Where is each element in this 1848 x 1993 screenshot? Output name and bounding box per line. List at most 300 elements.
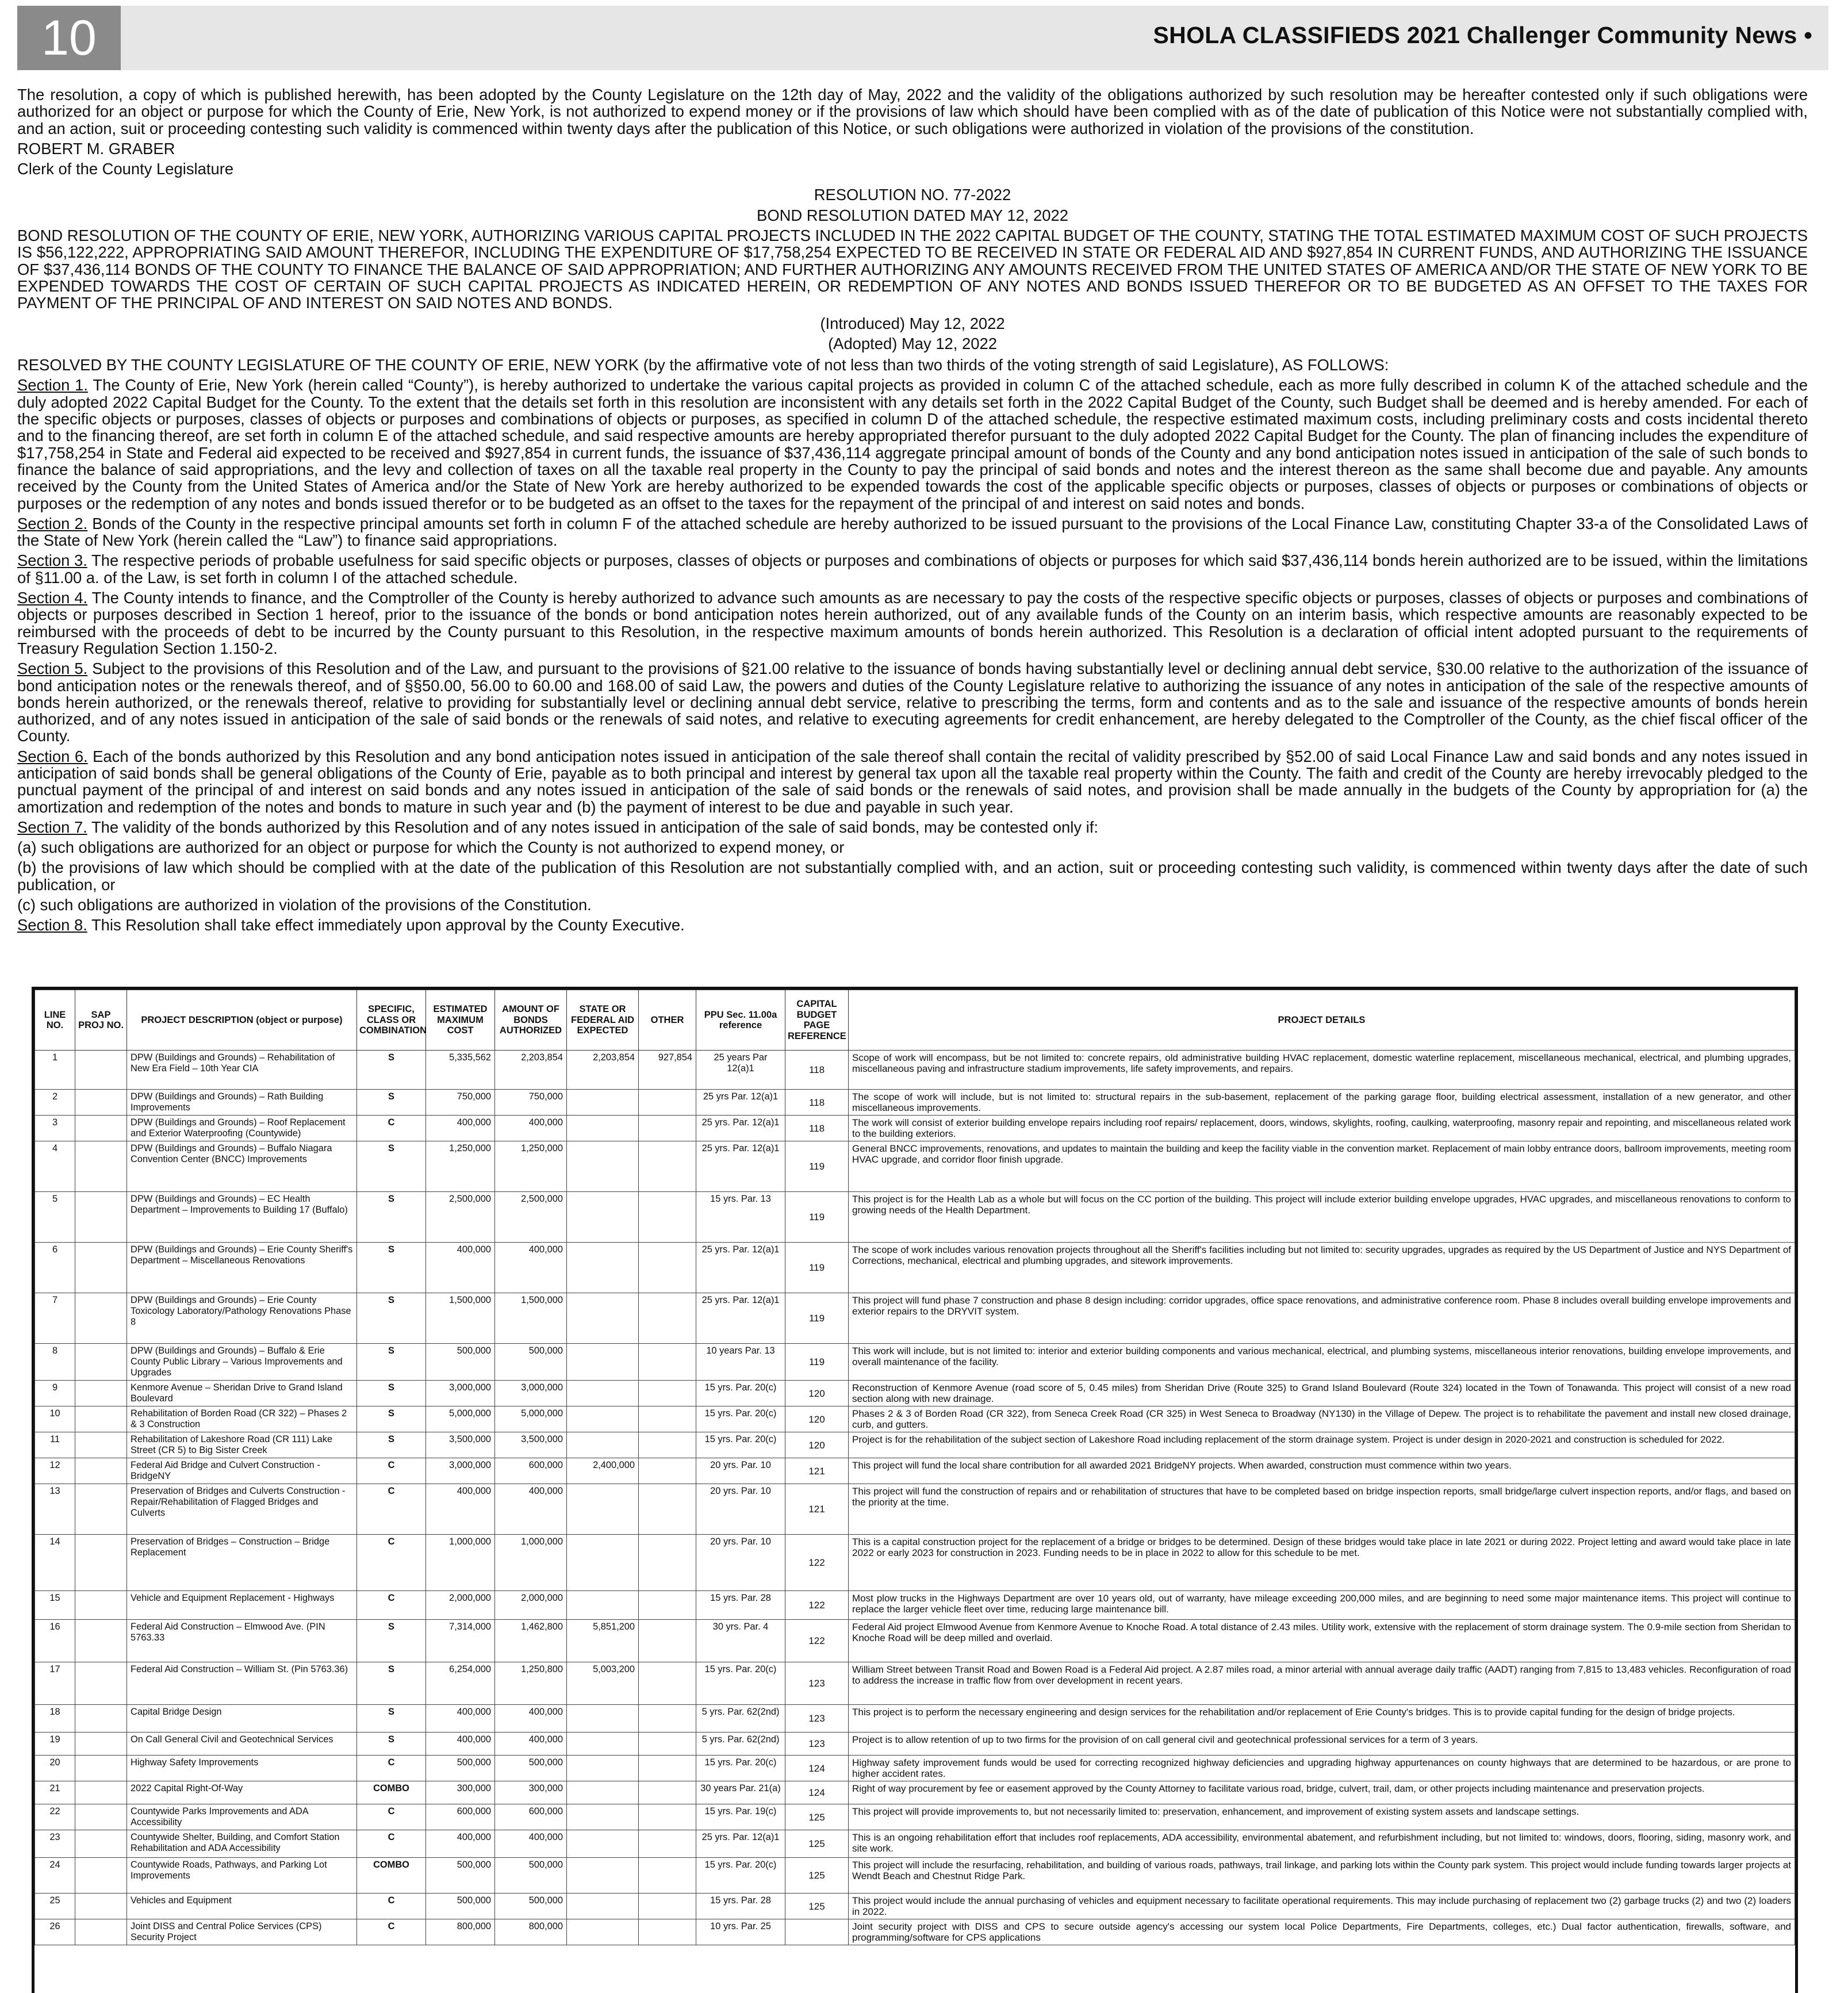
cell-bonds: 400,000 bbox=[495, 1830, 567, 1858]
section-label: Section 6. bbox=[17, 747, 88, 765]
table-row bbox=[35, 1830, 1795, 1858]
cell-ppu: 15 yrs. Par. 20(c) bbox=[696, 1406, 785, 1432]
cell-type: C bbox=[357, 1830, 426, 1858]
cell-cost: 400,000 bbox=[426, 1705, 495, 1733]
cell-description: Countywide Shelter, Building, and Comfort Station Rehabilitation and ADA Accessibility bbox=[127, 1830, 357, 1858]
cell-description: DPW (Buildings and Grounds) – Erie County Sheriff's Department – Miscellaneous Renovations bbox=[127, 1243, 357, 1293]
cell-other bbox=[639, 1858, 696, 1894]
cell-ppu: 5 yrs. Par. 62(2nd) bbox=[696, 1705, 785, 1733]
cell-page: 125 bbox=[785, 1894, 849, 1919]
cell-type: C bbox=[357, 1894, 426, 1919]
schedule-table-frame bbox=[32, 987, 1798, 1993]
cell-details: Most plow trucks in the Highways Department are over 10 years old, out of warranty, have mileage exceeding 200,000 miles, and are beginning to need some major maintenance items. This project will continue to replace the larger vehicle fleet over time, reducing large maintenance bill. bbox=[849, 1591, 1795, 1620]
cell-line: 10 bbox=[35, 1406, 75, 1432]
table-row bbox=[35, 1090, 1795, 1116]
schedule-body bbox=[35, 1051, 1795, 1945]
page-number: 10 bbox=[17, 6, 121, 70]
cell-line: 19 bbox=[35, 1733, 75, 1756]
cell-sap bbox=[75, 1192, 127, 1243]
cell-page: 124 bbox=[785, 1781, 849, 1804]
cell-other bbox=[639, 1830, 696, 1858]
cell-type: C bbox=[357, 1458, 426, 1484]
cell-details: This is a capital construction project for the replacement of a bridge or bridges to be determined. Design of these bridges would take place in late 2021 or during 2022. Project letting and award would take place in late 2022 or early 2023 for construction in 2023. Funding needs to be in place in 2022 to allow for this schedule to be met. bbox=[849, 1535, 1795, 1591]
cell-aid bbox=[567, 1733, 639, 1756]
cell-bonds: 300,000 bbox=[495, 1781, 567, 1804]
cell-details: The work will consist of exterior building envelope repairs including roof repairs/ replacement, doors, windows, skylights, roofing, caulking, waterproofing, masonry repair and repointing, and miscellaneous related work to the building exteriors. bbox=[849, 1116, 1795, 1141]
section-label: Section 1. bbox=[17, 376, 89, 394]
table-row bbox=[35, 1484, 1795, 1535]
table-row bbox=[35, 1406, 1795, 1432]
cell-bonds: 600,000 bbox=[495, 1804, 567, 1830]
cell-type: S bbox=[357, 1344, 426, 1381]
cell-other bbox=[639, 1781, 696, 1804]
cell-other bbox=[639, 1458, 696, 1484]
cell-line: 24 bbox=[35, 1858, 75, 1894]
cell-type: S bbox=[357, 1192, 426, 1243]
cell-details: Phases 2 & 3 of Borden Road (CR 322), from Seneca Creek Road (CR 325) in West Seneca to Broadway (NY130) in the Village of Depew. The project is to rehabilitate the pavement and install new closed drainage, curb, and gutters. bbox=[849, 1406, 1795, 1432]
table-row bbox=[35, 1781, 1795, 1804]
article-body bbox=[17, 86, 1808, 937]
cell-bonds: 800,000 bbox=[495, 1919, 567, 1945]
cell-cost: 6,254,000 bbox=[426, 1662, 495, 1705]
cell-other bbox=[639, 1705, 696, 1733]
section-7-item-a: (a) such obligations are authorized for an object or purpose for which the County is not authorized to expend money, or bbox=[17, 838, 845, 857]
cell-other bbox=[639, 1192, 696, 1243]
cell-type: C bbox=[357, 1756, 426, 1781]
cell-aid: 5,003,200 bbox=[567, 1662, 639, 1705]
cell-line: 9 bbox=[35, 1381, 75, 1406]
cell-page: 125 bbox=[785, 1804, 849, 1830]
cell-bonds: 400,000 bbox=[495, 1243, 567, 1293]
cell-ppu: 30 years Par. 21(a) bbox=[696, 1781, 785, 1804]
section-6 bbox=[17, 748, 1808, 815]
cell-description: DPW (Buildings and Grounds) – Buffalo Niagara Convention Center (BNCC) Improvements bbox=[127, 1141, 357, 1192]
cell-type: S bbox=[357, 1051, 426, 1090]
cell-sap bbox=[75, 1804, 127, 1830]
cell-other bbox=[639, 1141, 696, 1192]
table-row bbox=[35, 1192, 1795, 1243]
col-header-type: SPECIFIC, CLASS OR COMBINATION bbox=[357, 990, 426, 1051]
table-row bbox=[35, 1141, 1795, 1192]
cell-other bbox=[639, 1894, 696, 1919]
cell-line: 25 bbox=[35, 1894, 75, 1919]
schedule-table bbox=[34, 990, 1795, 1945]
cell-line: 1 bbox=[35, 1051, 75, 1090]
cell-cost: 500,000 bbox=[426, 1858, 495, 1894]
cell-ppu: 10 years Par. 13 bbox=[696, 1344, 785, 1381]
cell-page: 119 bbox=[785, 1344, 849, 1381]
cell-type: S bbox=[357, 1620, 426, 1662]
cell-description: Preservation of Bridges and Culverts Construction - Repair/Rehabilitation of Flagged Bridges and Culverts bbox=[127, 1484, 357, 1535]
cell-line: 3 bbox=[35, 1116, 75, 1141]
cell-bonds: 400,000 bbox=[495, 1116, 567, 1141]
cell-ppu: 25 yrs. Par. 12(a)1 bbox=[696, 1293, 785, 1344]
cell-line: 14 bbox=[35, 1535, 75, 1591]
cell-description: DPW (Buildings and Grounds) – Rath Building Improvements bbox=[127, 1090, 357, 1116]
cell-page: 119 bbox=[785, 1293, 849, 1344]
cell-details: This project will fund phase 7 construction and phase 8 design including: corridor upgrades, office space renovations, and administrative conference room. Phase 8 includes overall building envelope improvements and exterior repairs to the DRYVIT system. bbox=[849, 1293, 1795, 1344]
cell-type: C bbox=[357, 1919, 426, 1945]
section-1 bbox=[17, 377, 1808, 511]
cell-page: 122 bbox=[785, 1535, 849, 1591]
cell-ppu: 30 yrs. Par. 4 bbox=[696, 1620, 785, 1662]
cell-sap bbox=[75, 1858, 127, 1894]
cell-cost: 3,000,000 bbox=[426, 1381, 495, 1406]
cell-ppu: 15 yrs. Par. 19(c) bbox=[696, 1804, 785, 1830]
table-row bbox=[35, 1858, 1795, 1894]
cell-ppu: 10 yrs. Par. 25 bbox=[696, 1919, 785, 1945]
section-7-item-c: (c) such obligations are authorized in violation of the provisions of the Constitution. bbox=[17, 896, 592, 914]
cell-sap bbox=[75, 1535, 127, 1591]
col-header-cost: ESTIMATED MAXIMUM COST bbox=[426, 990, 495, 1051]
cell-cost: 400,000 bbox=[426, 1733, 495, 1756]
cell-bonds: 500,000 bbox=[495, 1894, 567, 1919]
resolution-dated: BOND RESOLUTION DATED MAY 12, 2022 bbox=[757, 206, 1068, 224]
cell-other bbox=[639, 1591, 696, 1620]
section-7-item-b: (b) the provisions of law which should be complied with at the date of the publication of this Resolution are not substantially complied with, and an action, suit or proceeding contesting such validity, is commenced within twenty days after the date of such publication, or bbox=[17, 858, 1808, 894]
cell-description: Capital Bridge Design bbox=[127, 1705, 357, 1733]
cell-details: This project will include the resurfacing, rehabilitation, and building of various roads, pathways, trail linkage, and parking lots within the County park system. This project would include funding towards larger projects at Wendt Beach and Chestnut Ridge Park. bbox=[849, 1858, 1795, 1894]
section-3 bbox=[17, 552, 1808, 586]
cell-description: On Call General Civil and Geotechnical Services bbox=[127, 1733, 357, 1756]
cell-description: Vehicles and Equipment bbox=[127, 1894, 357, 1919]
schedule-header-row bbox=[35, 990, 1795, 1051]
col-header-other: OTHER bbox=[639, 990, 696, 1051]
cell-details: Project is for the rehabilitation of the subject section of Lakeshore Road including replacement of the storm drainage system. Project is under design in 2020-2021 and construction is scheduled for 2022. bbox=[849, 1432, 1795, 1458]
section-label: Section 7. bbox=[17, 818, 87, 836]
cell-details: This work will include, but is not limited to: interior and exterior building components and various mechanical, electrical, and plumbing systems, miscellaneous interior renovations, building envelope improvements, and overall maintenance of the facility. bbox=[849, 1344, 1795, 1381]
cell-cost: 5,000,000 bbox=[426, 1406, 495, 1432]
cell-type: C bbox=[357, 1535, 426, 1591]
cell-bonds: 2,203,854 bbox=[495, 1051, 567, 1090]
cell-aid bbox=[567, 1432, 639, 1458]
cell-aid bbox=[567, 1858, 639, 1894]
cell-type: C bbox=[357, 1484, 426, 1535]
section-text: The validity of the bonds authorized by this Resolution and of any notes issued in anticipation of the sale of said bonds, may be contested only if: bbox=[87, 818, 1098, 836]
cell-bonds: 400,000 bbox=[495, 1733, 567, 1756]
cell-type: COMBO bbox=[357, 1858, 426, 1894]
cell-sap bbox=[75, 1733, 127, 1756]
cell-type: C bbox=[357, 1116, 426, 1141]
cell-bonds: 500,000 bbox=[495, 1756, 567, 1781]
table-row bbox=[35, 1344, 1795, 1381]
cell-details: Federal Aid project Elmwood Avenue from Kenmore Avenue to Knoche Road. A total distance of 2.43 miles. Utility work, extensive with the replacement of storm drainage system. The 0.9-mile section from Sheridan to Knoche Road will be deep milled and overlaid. bbox=[849, 1620, 1795, 1662]
cell-page: 122 bbox=[785, 1620, 849, 1662]
cell-type: S bbox=[357, 1141, 426, 1192]
cell-aid bbox=[567, 1919, 639, 1945]
cell-line: 26 bbox=[35, 1919, 75, 1945]
cell-details: Reconstruction of Kenmore Avenue (road score of 5, 0.45 miles) from Sheridan Drive (Route 325) to Grand Island Boulevard (Route 324) located in the Town of Tonawanda. This project will consist of a new road section along with new drainage. bbox=[849, 1381, 1795, 1406]
table-row bbox=[35, 1116, 1795, 1141]
masthead-title: SHOLA CLASSIFIEDS 2021 Challenger Community News • bbox=[1153, 22, 1812, 48]
cell-bonds: 400,000 bbox=[495, 1484, 567, 1535]
cell-ppu: 15 yrs. Par. 20(c) bbox=[696, 1858, 785, 1894]
cell-sap bbox=[75, 1756, 127, 1781]
col-header-ppu: PPU Sec. 11.00a reference bbox=[696, 990, 785, 1051]
cell-details: The scope of work will include, but is not limited to: structural repairs in the sub-basement, replacement of the parking garage floor, building electrical assessment, installation of a new generator, and other miscellaneous improvements. bbox=[849, 1090, 1795, 1116]
cell-sap bbox=[75, 1141, 127, 1192]
cell-sap bbox=[75, 1344, 127, 1381]
cell-aid: 2,400,000 bbox=[567, 1458, 639, 1484]
cell-details: Right of way procurement by fee or easement approved by the County Attorney to facilitate various road, bridge, culvert, trail, dam, or other projects including maintenance and preservation projects. bbox=[849, 1781, 1795, 1804]
table-row bbox=[35, 1894, 1795, 1919]
cell-bonds: 1,250,000 bbox=[495, 1141, 567, 1192]
cell-cost: 5,335,562 bbox=[426, 1051, 495, 1090]
cell-ppu: 15 yrs. Par. 13 bbox=[696, 1192, 785, 1243]
col-header-bonds: AMOUNT OF BONDS AUTHORIZED bbox=[495, 990, 567, 1051]
cell-page: 119 bbox=[785, 1243, 849, 1293]
cell-cost: 1,250,000 bbox=[426, 1141, 495, 1192]
col-header-line: LINE NO. bbox=[35, 990, 75, 1051]
cell-other bbox=[639, 1116, 696, 1141]
cell-bonds: 1,462,800 bbox=[495, 1620, 567, 1662]
cell-type: C bbox=[357, 1591, 426, 1620]
col-header-page: CAPITAL BUDGET PAGE REFERENCE bbox=[785, 990, 849, 1051]
table-row bbox=[35, 1293, 1795, 1344]
cell-page bbox=[785, 1919, 849, 1945]
cell-aid bbox=[567, 1406, 639, 1432]
cell-page: 118 bbox=[785, 1116, 849, 1141]
cell-description: Vehicle and Equipment Replacement - Highways bbox=[127, 1591, 357, 1620]
cell-page: 125 bbox=[785, 1858, 849, 1894]
section-text: Bonds of the County in the respective principal amounts set forth in column F of the attached schedule are hereby authorized to be issued pursuant to the provisions of the Local Finance Law, constituting Chapter 33-a of the Consolidated Laws of the State of New York (herein called the “Law”) to finance said appropriations. bbox=[17, 514, 1808, 550]
cell-ppu: 25 yrs. Par. 12(a)1 bbox=[696, 1243, 785, 1293]
cell-page: 119 bbox=[785, 1141, 849, 1192]
cell-sap bbox=[75, 1458, 127, 1484]
col-header-description: PROJECT DESCRIPTION (object or purpose) bbox=[127, 990, 357, 1051]
introduced-date: (Introduced) May 12, 2022 bbox=[820, 314, 1005, 332]
section-label: Section 4. bbox=[17, 589, 88, 607]
cell-line: 6 bbox=[35, 1243, 75, 1293]
cell-ppu: 5 yrs. Par. 62(2nd) bbox=[696, 1733, 785, 1756]
cell-bonds: 500,000 bbox=[495, 1858, 567, 1894]
cell-type: C bbox=[357, 1804, 426, 1830]
cell-description: DPW (Buildings and Grounds) – Erie County Toxicology Laboratory/Pathology Renovations Phase 8 bbox=[127, 1293, 357, 1344]
section-text: The County of Erie, New York (herein called “County”), is hereby authorized to undertake the various capital projects as provided in column C of the attached schedule, each as more fully described in column K of the attached schedule and the duly adopted 2022 Capital Budget for the County. To the extent that the details set forth in this resolution are inconsistent with any details set forth in the 2022 Capital Budget of the County, such Budget shall be deemed and is hereby amended. For each of the specific objects or purposes, classes of objects or purposes and combinations of objects or purposes, as specified in column D of the attached schedule, the respective estimated maximum costs, including preliminary costs and costs incidental thereto and to the financing thereof, are set forth in column E of the attached schedule, and said respective amounts are hereby appropriated therefor pursuant to the duly adopted 2022 Capital Budget for the County. The plan of financing includes the expenditure of $17,758,254 in State and Federal aid expected to be received and $927,854 in current funds, the issuance of $37,436,114 aggregate principal amount of bonds of the County and any bond anticipation notes issued in anticipation of the sale of such bonds to finance the balance of said appropriations, and the levy and collection of taxes on all the taxable real property in the County to pay the principal of said bonds and notes and the interest thereon as the same shall become due and payable. Any amounts received by the County from the United States of America and/or the State of New York are hereby authorized to be expended towards the cost of the applicable specific objects or purposes, classes of objects or purposes or combinations of objects or purposes or the redemption of any notes and bonds issued therefor or to be budgeted as an offset to the taxes for the repayment of the principal of and interest on said notes and bonds. bbox=[17, 376, 1808, 512]
cell-description: DPW (Buildings and Grounds) – Rehabilitation of New Era Field – 10th Year CIA bbox=[127, 1051, 357, 1090]
cell-cost: 800,000 bbox=[426, 1919, 495, 1945]
cell-ppu: 15 yrs. Par. 20(c) bbox=[696, 1432, 785, 1458]
cell-sap bbox=[75, 1090, 127, 1116]
cell-bonds: 3,000,000 bbox=[495, 1381, 567, 1406]
col-header-aid: STATE OR FEDERAL AID EXPECTED bbox=[567, 990, 639, 1051]
cell-line: 7 bbox=[35, 1293, 75, 1344]
cell-aid bbox=[567, 1381, 639, 1406]
cell-ppu: 15 yrs. Par. 20(c) bbox=[696, 1662, 785, 1705]
cell-aid bbox=[567, 1781, 639, 1804]
cell-cost: 2,000,000 bbox=[426, 1591, 495, 1620]
cell-cost: 750,000 bbox=[426, 1090, 495, 1116]
cell-aid bbox=[567, 1090, 639, 1116]
cell-page: 121 bbox=[785, 1484, 849, 1535]
cell-aid bbox=[567, 1894, 639, 1919]
cell-bonds: 2,500,000 bbox=[495, 1192, 567, 1243]
cell-description: Federal Aid Construction – Elmwood Ave. (PIN 5763.33 bbox=[127, 1620, 357, 1662]
cell-aid bbox=[567, 1804, 639, 1830]
cell-sap bbox=[75, 1919, 127, 1945]
cell-cost: 300,000 bbox=[426, 1781, 495, 1804]
section-text: The County intends to finance, and the Comptroller of the County is hereby authorized to advance such amounts as are necessary to pay the costs of the respective specific objects or purposes, classes of objects or purposes and combinations of objects or purposes described in Section 1 hereof, prior to the issuance of the bonds or bond anticipation notes herein authorized, out of any available funds of the County on an interim basis, which respective amounts are reasonably expected to be reimbursed with the proceeds of debt to be incurred by the County pursuant to this Resolution, in the respective maximum amounts of bonds herein authorized. This Resolution is a declaration of official intent adopted pursuant to the requirements of Treasury Regulation Section 1.150-2. bbox=[17, 589, 1808, 657]
section-2 bbox=[17, 515, 1808, 549]
cell-type: S bbox=[357, 1733, 426, 1756]
cell-description: DPW (Buildings and Grounds) – Buffalo & Erie County Public Library – Various Improvements and Upgrades bbox=[127, 1344, 357, 1381]
cell-sap bbox=[75, 1116, 127, 1141]
cell-page: 119 bbox=[785, 1192, 849, 1243]
cell-sap bbox=[75, 1705, 127, 1733]
table-row bbox=[35, 1432, 1795, 1458]
cell-ppu: 15 yrs. Par. 28 bbox=[696, 1591, 785, 1620]
cell-aid bbox=[567, 1535, 639, 1591]
adopted-date: (Adopted) May 12, 2022 bbox=[828, 334, 997, 352]
cell-cost: 7,314,000 bbox=[426, 1620, 495, 1662]
cell-type: S bbox=[357, 1406, 426, 1432]
cell-type: S bbox=[357, 1090, 426, 1116]
cell-details: This project is to perform the necessary engineering and design services for the rehabilitation and/or replacement of Erie County's bridges. This is to provide capital funding for the design of bridge projects. bbox=[849, 1705, 1795, 1733]
cell-page: 123 bbox=[785, 1733, 849, 1756]
section-8 bbox=[17, 917, 1808, 933]
signer-title: Clerk of the County Legislature bbox=[17, 160, 234, 178]
cell-page: 118 bbox=[785, 1090, 849, 1116]
cell-details: Highway safety improvement funds would be used for correcting recognized highway deficiencies and upgrading highway appurtenances on county highways that are determined to be hazardous, or are prone to higher accident rates. bbox=[849, 1756, 1795, 1781]
cell-other bbox=[639, 1662, 696, 1705]
cell-details: This is an ongoing rehabilitation effort that includes roof replacements, ADA accessibility, environmental abatement, and refurbishment including, but not limited to: windows, doors, flooring, siding, masonry work, and site work. bbox=[849, 1830, 1795, 1858]
cell-line: 15 bbox=[35, 1591, 75, 1620]
section-5 bbox=[17, 660, 1808, 744]
table-row bbox=[35, 1919, 1795, 1945]
cell-line: 16 bbox=[35, 1620, 75, 1662]
cell-details: This project would include the annual purchasing of vehicles and equipment necessary to facilitate operational requirements. This may include purchasing of replacement two (2) garbage trucks (2) and two (2) loaders in 2022. bbox=[849, 1894, 1795, 1919]
section-label: Section 8. bbox=[17, 916, 87, 934]
cell-type: COMBO bbox=[357, 1781, 426, 1804]
cell-sap bbox=[75, 1591, 127, 1620]
cell-other: 927,854 bbox=[639, 1051, 696, 1090]
cell-aid bbox=[567, 1591, 639, 1620]
cell-sap bbox=[75, 1781, 127, 1804]
notice-intro: The resolution, a copy of which is published herewith, has been adopted by the County Legislature on the 12th day of May, 2022 and the validity of the obligations authorized by such resolution may be hereafter contested only if such obligations were authorized for an object or purpose for which the County of Erie, New York, is not authorized to expend money or if the provisions of law which should have been complied with as of the date of publication of this Notice were not substantially complied with, and an action, suit or proceeding contesting such validity is commenced within twenty days after the publication of this Notice, or such obligations were authorized in violation of the provisions of the constitution. bbox=[17, 86, 1808, 137]
cell-other bbox=[639, 1381, 696, 1406]
cell-page: 125 bbox=[785, 1830, 849, 1858]
cell-details: This project will fund the local share contribution for all awarded 2021 BridgeNY projects. When awarded, construction must commence within two years. bbox=[849, 1458, 1795, 1484]
cell-cost: 600,000 bbox=[426, 1804, 495, 1830]
cell-page: 120 bbox=[785, 1406, 849, 1432]
cell-line: 12 bbox=[35, 1458, 75, 1484]
cell-description: Rehabilitation of Lakeshore Road (CR 111) Lake Street (CR 5) to Big Sister Creek bbox=[127, 1432, 357, 1458]
table-row bbox=[35, 1051, 1795, 1090]
cell-other bbox=[639, 1243, 696, 1293]
cell-other bbox=[639, 1406, 696, 1432]
cell-page: 118 bbox=[785, 1051, 849, 1090]
cell-details: Joint security project with DISS and CPS to secure outside agency's accessing our system local Police Departments, Fire Departments, colleges, etc.) Dual factor authentication, firewalls, software, and programming/software for CPS applications bbox=[849, 1919, 1795, 1945]
cell-ppu: 25 years Par 12(a)1 bbox=[696, 1051, 785, 1090]
cell-type: S bbox=[357, 1705, 426, 1733]
cell-ppu: 25 yrs. Par. 12(a)1 bbox=[696, 1141, 785, 1192]
cell-description: Federal Aid Construction – William St. (Pin 5763.36) bbox=[127, 1662, 357, 1705]
table-row bbox=[35, 1591, 1795, 1620]
cell-aid: 5,851,200 bbox=[567, 1620, 639, 1662]
cell-page: 124 bbox=[785, 1756, 849, 1781]
cell-line: 13 bbox=[35, 1484, 75, 1535]
section-label: Section 3. bbox=[17, 551, 87, 570]
cell-aid bbox=[567, 1141, 639, 1192]
cell-cost: 3,500,000 bbox=[426, 1432, 495, 1458]
cell-other bbox=[639, 1620, 696, 1662]
cell-aid bbox=[567, 1830, 639, 1858]
cell-line: 11 bbox=[35, 1432, 75, 1458]
cell-line: 22 bbox=[35, 1804, 75, 1830]
table-row bbox=[35, 1756, 1795, 1781]
cell-line: 20 bbox=[35, 1756, 75, 1781]
cell-description: DPW (Buildings and Grounds) – Roof Replacement and Exterior Waterproofing (Countywide) bbox=[127, 1116, 357, 1141]
cell-cost: 400,000 bbox=[426, 1830, 495, 1858]
table-row bbox=[35, 1804, 1795, 1830]
cell-bonds: 3,500,000 bbox=[495, 1432, 567, 1458]
cell-sap bbox=[75, 1243, 127, 1293]
cell-sap bbox=[75, 1484, 127, 1535]
cell-sap bbox=[75, 1432, 127, 1458]
cell-ppu: 25 yrs. Par. 12(a)1 bbox=[696, 1116, 785, 1141]
table-row bbox=[35, 1381, 1795, 1406]
cell-sap bbox=[75, 1293, 127, 1344]
cell-bonds: 1,250,800 bbox=[495, 1662, 567, 1705]
cell-details: Project is to allow retention of up to two firms for the provision of on call general civil and geotechnical professional services for a term of 3 years. bbox=[849, 1733, 1795, 1756]
cell-aid bbox=[567, 1243, 639, 1293]
cell-sap bbox=[75, 1406, 127, 1432]
section-text: Subject to the provisions of this Resolution and of the Law, and pursuant to the provisions of §21.00 relative to the issuance of bonds having substantially level or declining annual debt service, §30.00 relative to the authorization of the issuance of bond anticipation notes or the renewals thereof, and of §§50.00, 56.00 to 60.00 and 168.00 of said Law, the powers and duties of the County Legislature relative to authorizing the issuance of any notes in anticipation of the sale of the respective amounts of bonds herein authorized, or the renewals thereof, relative to providing for substantially level or declining annual debt service, relative to prescribing the terms, form and contents and as to the sale and issuance of the respective amounts of bonds herein authorized, and of any notes issued in anticipation of the sale of said bonds or the renewals of said notes, and relative to executing agreements for credit enhancement, are hereby delegated to the Comptroller of the County, as the chief fiscal officer of the County. bbox=[17, 660, 1808, 745]
cell-line: 2 bbox=[35, 1090, 75, 1116]
section-label: Section 2. bbox=[17, 514, 88, 532]
cell-description: Preservation of Bridges – Construction – Bridge Replacement bbox=[127, 1535, 357, 1591]
cell-sap bbox=[75, 1051, 127, 1090]
table-row bbox=[35, 1733, 1795, 1756]
cell-line: 5 bbox=[35, 1192, 75, 1243]
resolution-number: RESOLUTION NO. 77-2022 bbox=[814, 186, 1011, 204]
cell-sap bbox=[75, 1381, 127, 1406]
cell-aid bbox=[567, 1192, 639, 1243]
cell-description: Joint DISS and Central Police Services (CPS) Security Project bbox=[127, 1919, 357, 1945]
cell-bonds: 400,000 bbox=[495, 1705, 567, 1733]
cell-type: S bbox=[357, 1381, 426, 1406]
table-row bbox=[35, 1620, 1795, 1662]
cell-cost: 2,500,000 bbox=[426, 1192, 495, 1243]
cell-sap bbox=[75, 1894, 127, 1919]
cell-description: Kenmore Avenue – Sheridan Drive to Grand Island Boulevard bbox=[127, 1381, 357, 1406]
cell-details: This project is for the Health Lab as a whole but will focus on the CC portion of the building. This project will include exterior building envelope upgrades, HVAC upgrades, and miscellaneous renovations to conform to growing needs of the Health Department. bbox=[849, 1192, 1795, 1243]
cell-ppu: 15 yrs. Par. 20(c) bbox=[696, 1756, 785, 1781]
section-4 bbox=[17, 589, 1808, 657]
cell-ppu: 15 yrs. Par. 28 bbox=[696, 1894, 785, 1919]
cell-other bbox=[639, 1756, 696, 1781]
cell-line: 17 bbox=[35, 1662, 75, 1705]
cell-aid bbox=[567, 1756, 639, 1781]
section-text: The respective periods of probable usefulness for said specific objects or purposes, classes of objects or purposes and combinations of objects or purposes for which said $37,436,114 bonds herein authorized are to be issued, within the limitations of §11.00 a. of the Law, is set forth in column I of the attached schedule. bbox=[17, 551, 1808, 587]
cell-cost: 400,000 bbox=[426, 1243, 495, 1293]
cell-other bbox=[639, 1535, 696, 1591]
cell-aid bbox=[567, 1293, 639, 1344]
cell-cost: 3,000,000 bbox=[426, 1458, 495, 1484]
cell-description: Highway Safety Improvements bbox=[127, 1756, 357, 1781]
cell-bonds: 750,000 bbox=[495, 1090, 567, 1116]
cell-ppu: 20 yrs. Par. 10 bbox=[696, 1484, 785, 1535]
cell-description: DPW (Buildings and Grounds) – EC Health Department – Improvements to Building 17 (Buffalo) bbox=[127, 1192, 357, 1243]
cell-line: 8 bbox=[35, 1344, 75, 1381]
cell-other bbox=[639, 1919, 696, 1945]
cell-description: 2022 Capital Right-Of-Way bbox=[127, 1781, 357, 1804]
section-text: Each of the bonds authorized by this Resolution and any bond anticipation notes issued in anticipation of the sale thereof shall contain the recital of validity prescribed by §52.00 of said Local Finance Law and said bonds and any notes issued in anticipation of said bonds shall be general obligations of the County of Erie, payable as to both principal and interest by general tax upon all the taxable real property within the County. The faith and credit of the County are hereby irrevocably pledged to the punctual payment of the principal of and interest on said bonds and any notes issued in anticipation of the sale of said bonds or the renewals of said notes, and provision shall be made annually in the budgets of the County by appropriation for (a) the amortization and redemption of the notes and bonds to mature in such year and (b) the payment of interest to be due and payable in such year. bbox=[17, 747, 1808, 816]
cell-type: S bbox=[357, 1662, 426, 1705]
cell-cost: 500,000 bbox=[426, 1756, 495, 1781]
cell-ppu: 25 yrs. Par. 12(a)1 bbox=[696, 1830, 785, 1858]
cell-details: This project will provide improvements to, but not necessarily limited to: preservation, enhancement, and improvement of existing system assets and landscape settings. bbox=[849, 1804, 1795, 1830]
